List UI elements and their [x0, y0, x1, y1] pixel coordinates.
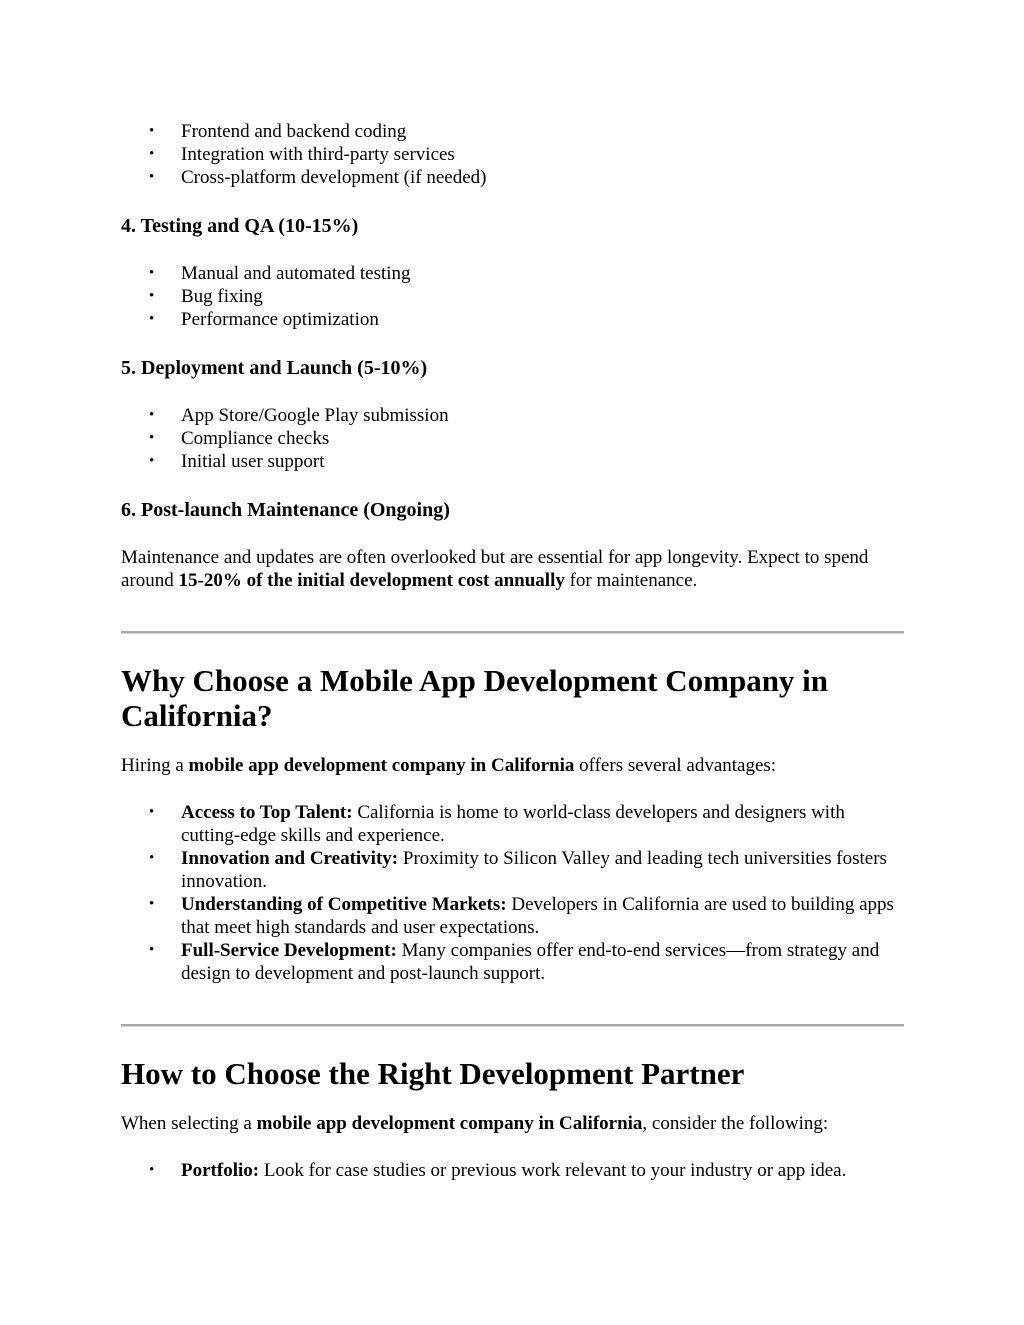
bullet-icon: • — [149, 123, 155, 139]
maintenance-emphasis: 15-20% of the initial development cost annually — [178, 570, 565, 591]
dev-tasks-list — [121, 120, 905, 189]
bullet-icon: • — [149, 288, 155, 304]
testing-heading: 4. Testing and QA (10-15%) — [121, 215, 359, 237]
list-item: • Access to Top Talent: California is home to world-class developers and designers with cutting-edge skills and experience. — [149, 802, 845, 846]
how-heading: How to Choose the Right Development Partner — [121, 1056, 745, 1091]
section-divider — [121, 1024, 904, 1027]
list-item: • Frontend and backend coding — [149, 121, 407, 142]
bullet-icon: • — [149, 430, 155, 446]
list-item: • Initial user support — [149, 451, 325, 472]
why-heading: Why Choose a Mobile App Development Company in California? — [121, 663, 829, 733]
deployment-list — [121, 404, 905, 473]
bullet-icon: • — [149, 942, 155, 958]
list-item: • Full-Service Development: Many companies offer end-to-end services—from strategy and design to development and post-launch support. — [149, 940, 880, 984]
list-item: • Innovation and Creativity: Proximity to Silicon Valley and leading tech universities fosters innovation. — [149, 848, 887, 892]
list-item: • Compliance checks — [149, 428, 330, 449]
list-item: • Bug fixing — [149, 286, 263, 307]
list-item: • Performance optimization — [149, 309, 379, 330]
section-divider — [121, 631, 904, 634]
list-item: • Portfolio: Look for case studies or previous work relevant to your industry or app idea. — [149, 1160, 847, 1181]
document-page — [121, 0, 905, 1182]
how-intro: When selecting a mobile app development company in California, consider the following: — [121, 1113, 829, 1134]
bullet-icon: • — [149, 453, 155, 469]
why-intro: Hiring a mobile app development company in California offers several advantages: — [121, 755, 777, 776]
advantages-list — [121, 801, 905, 985]
bullet-icon: • — [149, 311, 155, 327]
list-item: • Manual and automated testing — [149, 263, 411, 284]
bullet-icon: • — [149, 804, 155, 820]
bullet-icon: • — [149, 265, 155, 281]
bullet-icon: • — [149, 896, 155, 912]
criteria-list — [121, 1159, 905, 1182]
deployment-heading: 5. Deployment and Launch (5-10%) — [121, 357, 428, 379]
bullet-icon: • — [149, 407, 155, 423]
list-item: • App Store/Google Play submission — [149, 405, 449, 426]
maintenance-paragraph: Maintenance and updates are often overlooked but are essential for app longevity. Expect to spend around 15-20% of the initial development cost annually for maintenance. — [121, 547, 869, 591]
list-item: • Integration with third-party services — [149, 144, 455, 165]
maintenance-heading: 6. Post-launch Maintenance (Ongoing) — [121, 499, 450, 521]
list-item: • Understanding of Competitive Markets: Developers in California are used to building apps that meet high standards and user expectations. — [149, 894, 894, 938]
bullet-icon: • — [149, 850, 155, 866]
bullet-icon: • — [149, 1162, 155, 1178]
bullet-icon: • — [149, 169, 155, 185]
bullet-icon: • — [149, 146, 155, 162]
list-item: • Cross-platform development (if needed) — [149, 167, 487, 188]
testing-list — [121, 262, 905, 331]
